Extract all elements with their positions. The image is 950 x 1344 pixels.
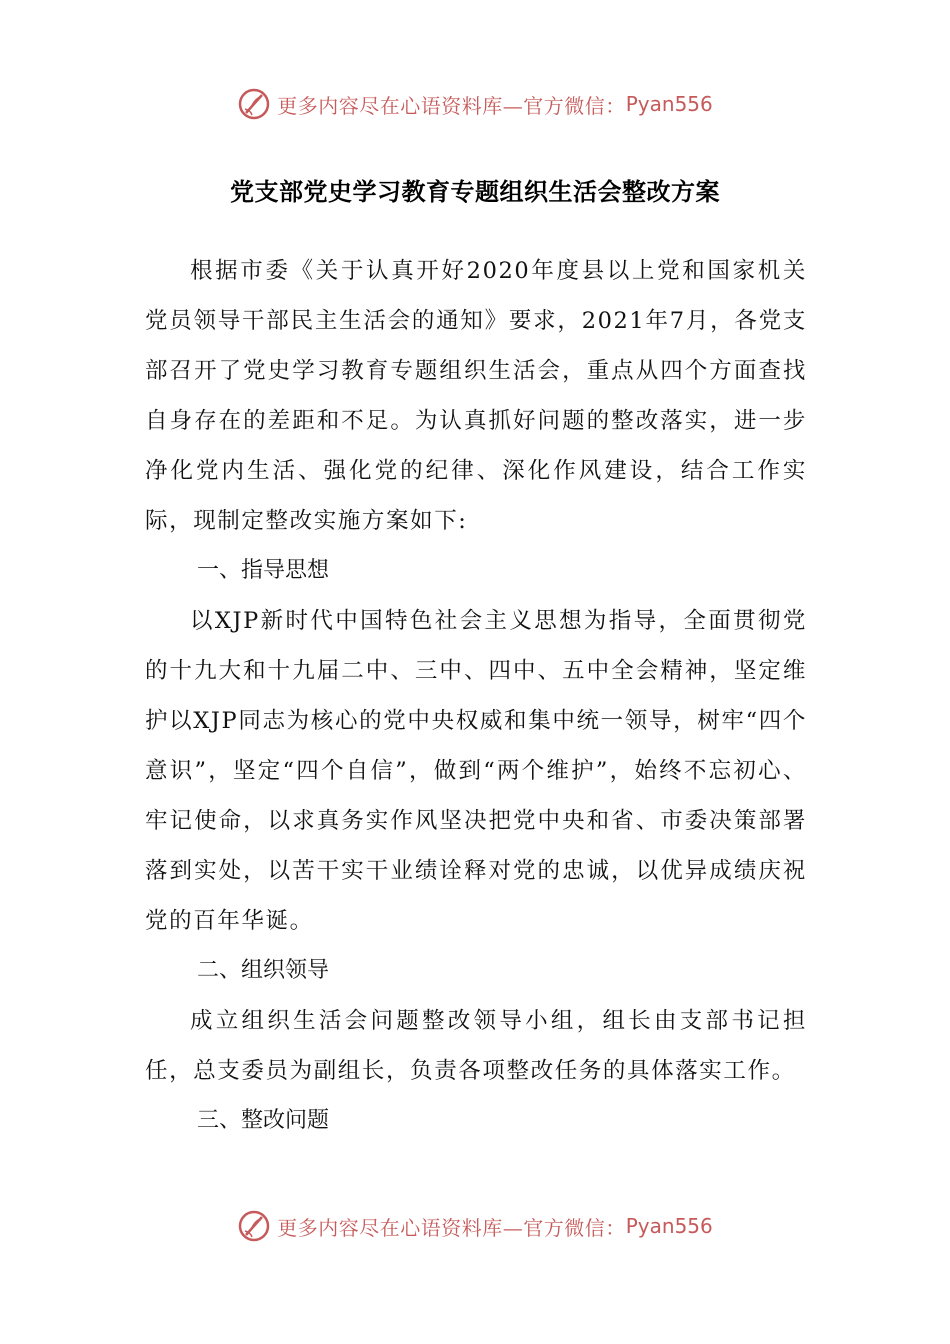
watermark-text: 更多内容尽在心语资料库—官方微信： <box>277 1215 626 1240</box>
section-heading-rectification-issues: 三、整改问题 <box>197 1108 330 1133</box>
section-paragraph-organization: 成立组织生活会问题整改领导小组，组长由支部书记担任，总支委员为副组长，负责各项整改任务的具体落实工作。 <box>145 1008 807 1084</box>
watermark-banner-top <box>0 84 950 124</box>
document-title: 党支部党史学习教育专题组织生活会整改方案 <box>230 178 720 206</box>
quill-logo-icon <box>237 1209 271 1243</box>
watermark-text: 更多内容尽在心语资料库—官方微信： <box>277 93 626 118</box>
section-heading-guiding-ideology: 一、指导思想 <box>197 558 330 583</box>
intro-paragraph: 根据市委《关于认真开好2020年度县以上党和国家机关党员领导干部民主生活会的通知》要求，2021年7月，各党支部召开了党史学习教育专题组织生活会，重点从四个方面查找自身存在的差距和不足。为认真抓好问题的整改落实，进一步净化党内生活、强化党的纪律、深化作风建设，结合工作实际，现制定整改实施方案如下: <box>145 258 807 534</box>
document-body <box>145 246 807 1146</box>
section-paragraph-guiding-ideology: 以XJP新时代中国特色社会主义思想为指导，全面贯彻党的十九大和十九届二中、三中、四中、五中全会精神，坚定维护以XJP同志为核心的党中央权威和集中统一领导，树牢“四个意识”，坚定“四个自信”，做到“两个维护”，始终不忘初心、牢记使命，以求真务实作风坚决把党中央和省、市委决策部署落到实处，以苦干实干业绩诠释对党的忠诚，以优异成绩庆祝党的百年华诞。 <box>145 608 807 934</box>
quill-logo-icon <box>237 87 271 121</box>
watermark-wechat-id: Pyan556 <box>625 1214 713 1238</box>
watermark-banner-bottom <box>0 1206 950 1246</box>
watermark-wechat-id: Pyan556 <box>625 92 713 116</box>
section-heading-organization: 二、组织领导 <box>197 958 330 983</box>
